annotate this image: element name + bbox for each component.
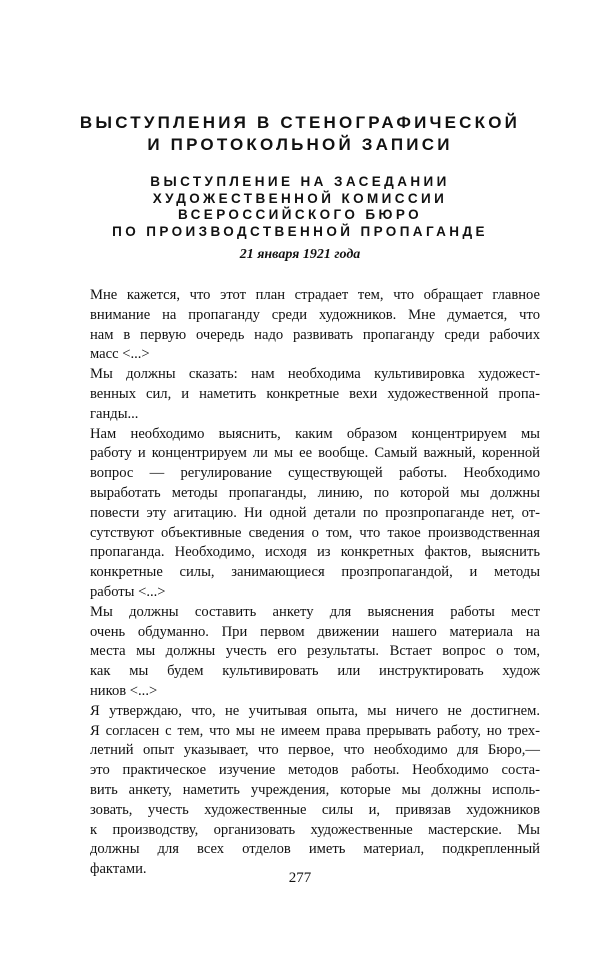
text-line: вить анкету, наметить учреждения, которые мы должны исполь- [90, 781, 540, 798]
text-line: нам в первую очередь надо развивать пропаганду среди рабочих [90, 326, 540, 343]
text-line: конкретные силы, занимающиеся прозпропагандой, и методы [90, 564, 540, 581]
speech-title-line: ПО ПРОИЗВОДСТВЕННОЙ ПРОПАГАНДЕ [112, 223, 488, 239]
text-line: вопрос — регулирование существующей работы. Необходимо [90, 465, 540, 482]
text-line: летний опыт указывает, что первое, что необходимо для Бюро,— [90, 742, 540, 759]
speech-title [60, 174, 540, 240]
text-line: Мы должны составить анкету для выяснения работы мест [90, 603, 540, 620]
section-title-line: И ПРОТОКОЛЬНОЙ ЗАПИСИ [147, 135, 453, 154]
text-line: Нам необходимо выяснить, каким образом концентрируем мы [90, 425, 540, 442]
text-line: очень обдуманно. При первом движении нашего материала на [90, 623, 540, 640]
body-text [90, 286, 540, 880]
text-line: ников <...> [90, 682, 158, 699]
text-line: повести эту агитацию. Ни одной детали по прозпропаганде нет, от- [90, 504, 540, 521]
text-line: работу и концентрируем ли мы ее вообще. Самый важный, коренной [90, 445, 540, 462]
speech-date: 21 января 1921 года [239, 247, 361, 262]
text-line: фактами. [90, 861, 147, 878]
text-line: должны для всех отделов иметь материал, подкрепленный [90, 841, 540, 858]
text-line: масс <...> [90, 346, 150, 363]
text-line: зовать, учесть художественные силы и, привязав художников [90, 801, 540, 818]
speech-title-line: ВЫСТУПЛЕНИЕ НА ЗАСЕДАНИИ [150, 174, 450, 189]
section-title [60, 112, 540, 156]
text-line: ганды... [90, 405, 139, 422]
text-line: Я согласен с тем, что мы не имеем права прерывать работу, но трех- [90, 722, 540, 739]
text-line: как мы будем культивировать или инструктировать худож [90, 663, 540, 680]
text-line: это практическое изучение методов работы. Необходимо соста- [90, 762, 540, 779]
text-line: пропаганда. Необходимо, исходя из конкретных фактов, выяснить [90, 544, 540, 561]
section-title-line: ВЫСТУПЛЕНИЯ В СТЕНОГРАФИЧЕСКОЙ [79, 113, 521, 132]
text-line: внимание на пропаганду среди художников. Мне думается, что [90, 306, 540, 323]
text-line: сутствуют объективные сведения о том, что такое производственная [90, 524, 540, 541]
text-line: Мы должны сказать: нам необходима культивировка художест- [90, 366, 540, 383]
page-number: 277 [288, 870, 312, 886]
speech-title-line: ВСЕРОССИЙСКОГО БЮРО [178, 207, 422, 222]
text-line: Я утверждаю, что, не учитывая опыта, мы ничего не достигнем. [90, 702, 540, 719]
text-line: выработать методы пропаганды, линию, по которой мы должны [90, 484, 540, 501]
text-line: работы <...> [90, 583, 166, 600]
text-line: венных сил, и наметить конкретные вехи художественной пропа- [90, 385, 540, 402]
speech-title-line: ХУДОЖЕСТВЕННОЙ КОМИССИИ [152, 190, 448, 206]
text-line: места мы должны учесть его результаты. Встает вопрос о том, [90, 643, 540, 660]
text-line: Мне кажется, что этот план страдает тем, что обращает главное [90, 287, 540, 303]
text-line: к производству, организовать художественные мастерские. Мы [90, 821, 540, 838]
